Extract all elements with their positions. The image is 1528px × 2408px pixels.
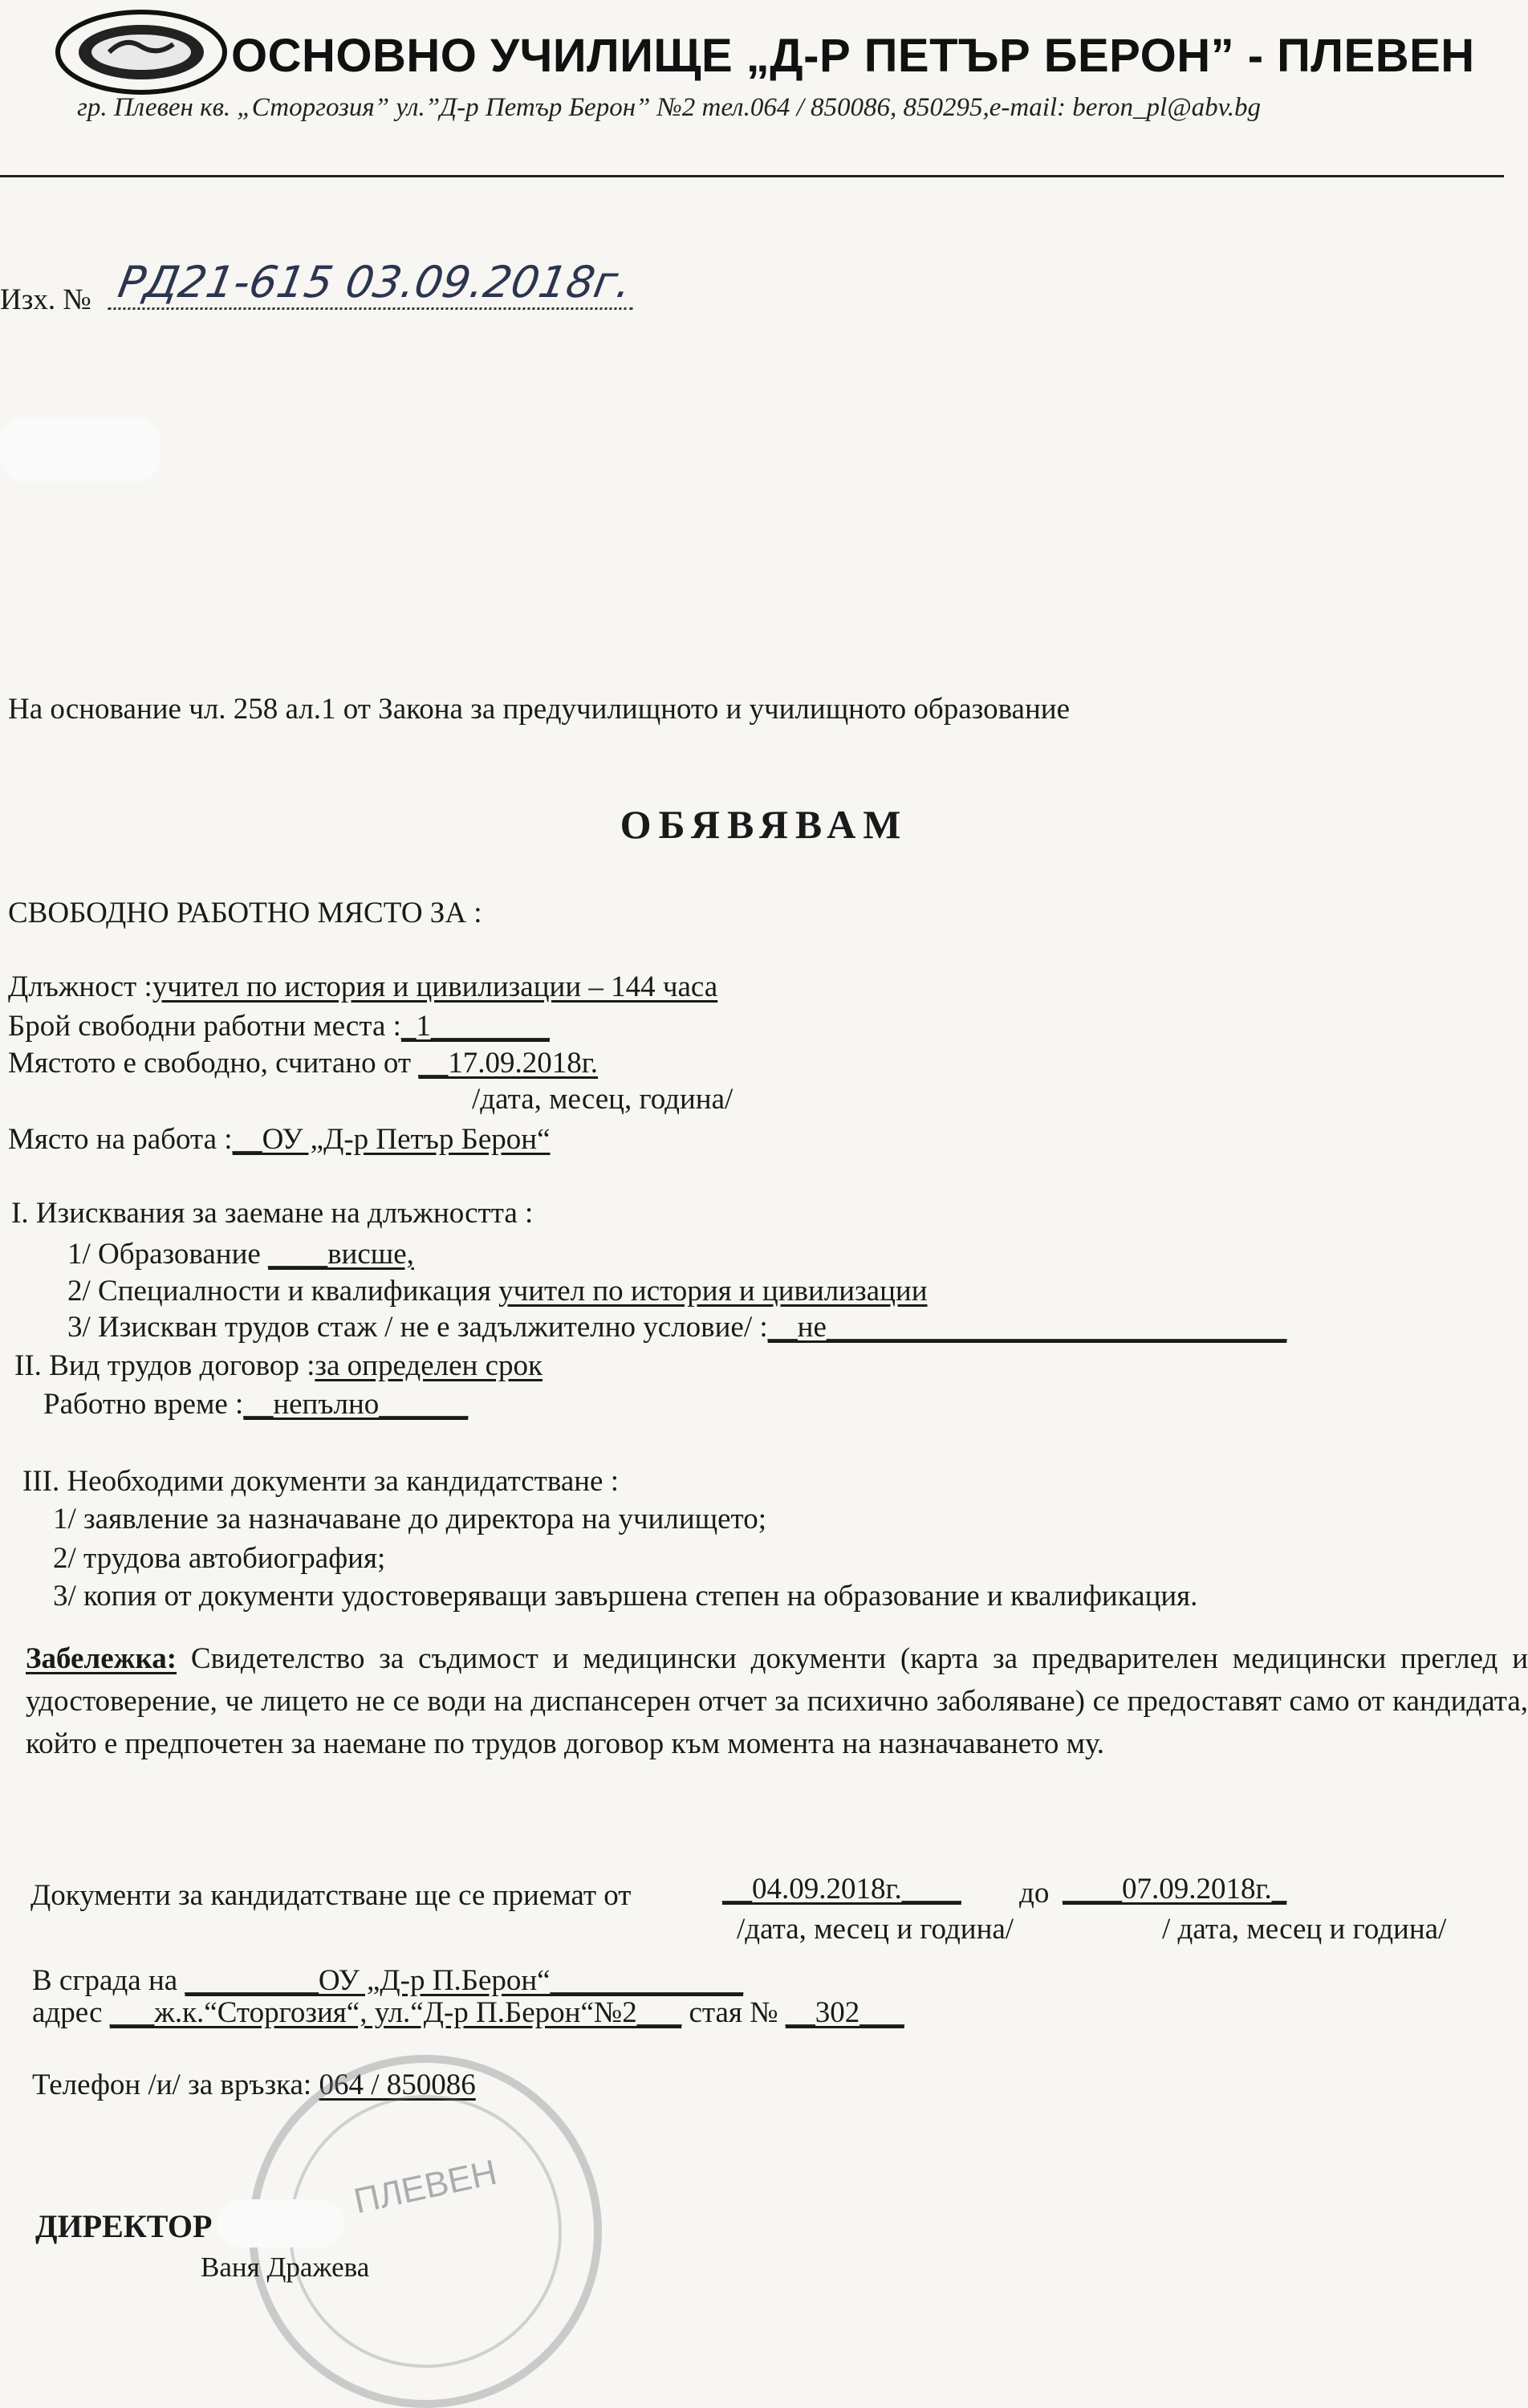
position-date-hint: /дата, месец, година/ xyxy=(472,1083,734,1116)
requirement-label: 2/ Специалности и квалификация xyxy=(67,1275,491,1308)
requirement-value: __не_______________________________ xyxy=(767,1311,1287,1344)
note-text: Свидетелство за съдимост и медицински документи (карта за предварителен медицински преглед и удостоверение, че лицето не се води на диспансерен отчет за психично заболяване) се предоставят само от кандидата, който е предпочетен за наемане по трудов договор към момента на назначаването му. xyxy=(26,1642,1528,1760)
requirement-value: ____висше, xyxy=(268,1238,414,1271)
room-label: стая № xyxy=(689,1996,778,2029)
reference-label: Изх. № xyxy=(0,283,91,316)
phone-label: Телефон /и/ за връзка: xyxy=(32,2068,312,2101)
note-paragraph xyxy=(26,1637,1528,1765)
address-value: ___ж.к.“Сторгозия“, ул.“Д-р П.Берон“№2___ xyxy=(109,1996,682,2029)
requirement-education xyxy=(67,1237,414,1272)
document-item: 3/ копия от документи удостоверяващи завършена степен на образование и квалификация. xyxy=(53,1580,1198,1613)
submission-to-label: до xyxy=(1019,1877,1050,1910)
submission-label: Документи за кандидатстване ще се приемат от xyxy=(30,1879,632,1912)
position-count-value: _1________ xyxy=(400,1010,550,1043)
room-value: __302___ xyxy=(785,1996,904,2029)
building-label: В сграда на xyxy=(32,1964,178,1997)
requirements-heading: I. Изисквания за заемане на длъжността : xyxy=(11,1197,534,1230)
workplace-row xyxy=(8,1122,551,1157)
submission-to-hint: / дата, месец и година/ xyxy=(1162,1913,1447,1946)
header-divider xyxy=(0,175,1504,177)
director-label: ДИРЕКТОР xyxy=(35,2208,213,2244)
free-position-heading: СВОБОДНО РАБОТНО МЯСТО ЗА : xyxy=(8,897,482,929)
submission-from-hint: /дата, месец и година/ xyxy=(737,1913,1014,1946)
document-item: 2/ трудова автобиография; xyxy=(53,1542,386,1575)
address-label: адрес xyxy=(32,1996,103,2029)
redacted-signature xyxy=(217,2199,345,2247)
building-value: _________ОУ „Д-р П.Берон“_____________ xyxy=(185,1964,744,1997)
address-row xyxy=(32,1995,904,2031)
school-name: ОСНОВНО УЧИЛИЩЕ „Д-Р ПЕТЪР БЕРОН” - ПЛЕВЕН xyxy=(231,30,1475,82)
document-item: 1/ заявление за назначаване до директора на училището; xyxy=(53,1503,766,1536)
contract-type-label: II. Вид трудов договор : xyxy=(14,1349,315,1382)
workplace-label: Място на работа : xyxy=(8,1123,233,1156)
position-vacant-row xyxy=(8,1046,598,1081)
documents-heading: III. Необходими документи за кандидатстване : xyxy=(22,1465,619,1498)
phone-value: 064 / 850086 xyxy=(319,2068,476,2101)
position-count-label: Брой свободни работни места : xyxy=(8,1010,401,1043)
contract-type-row xyxy=(14,1348,543,1384)
position-vacant-label: Мястото е свободно, считано от xyxy=(8,1047,412,1080)
position-title-value: учител по история и цивилизации – 144 часа xyxy=(152,970,718,1003)
note-label: Забележка: xyxy=(26,1642,177,1675)
requirement-label: 1/ Образование xyxy=(67,1238,261,1271)
work-time-label: Работно време : xyxy=(43,1388,244,1421)
position-title-row xyxy=(8,970,717,1005)
legal-basis: На основание чл. 258 ал.1 от Закона за предучилищното и училищното образование xyxy=(8,693,1071,726)
requirement-experience xyxy=(67,1310,1286,1345)
school-logo xyxy=(53,8,230,96)
school-address: гр. Плевен кв. „Сторгозия” ул.”Д-р Петър Берон” №2 тел.064 / 850086, 850295,e-mail: beron_pl@abv.bg xyxy=(77,93,1262,122)
submission-from-value: __04.09.2018г.____ xyxy=(722,1873,961,1906)
requirement-specialty xyxy=(67,1274,928,1309)
position-vacant-value: __17.09.2018г. xyxy=(418,1047,599,1080)
contract-type-value: за определен срок xyxy=(315,1349,543,1382)
workplace-value: __ОУ „Д-р Петър Берон“ xyxy=(232,1123,551,1156)
requirement-value: учител по история и цивилизации xyxy=(498,1275,928,1308)
building-row xyxy=(32,1963,743,1999)
director-name: Ваня Дражева xyxy=(201,2251,370,2283)
reference-handwritten: РД21-615 03.09.2018г. xyxy=(108,257,642,310)
position-count-row xyxy=(8,1009,550,1044)
position-title-label: Длъжност : xyxy=(8,970,152,1003)
stamp-text: ПЛЕВЕН xyxy=(350,2152,501,2222)
submission-to-value: ____07.09.2018г._ xyxy=(1063,1873,1287,1906)
requirement-label: 3/ Изискван трудов стаж / не е задължително условие/ : xyxy=(67,1311,768,1344)
redacted-area xyxy=(0,417,161,482)
announce-heading: ОБЯВЯВАМ xyxy=(620,802,908,847)
work-time-row xyxy=(43,1387,468,1422)
work-time-value: __непълно______ xyxy=(243,1388,469,1421)
